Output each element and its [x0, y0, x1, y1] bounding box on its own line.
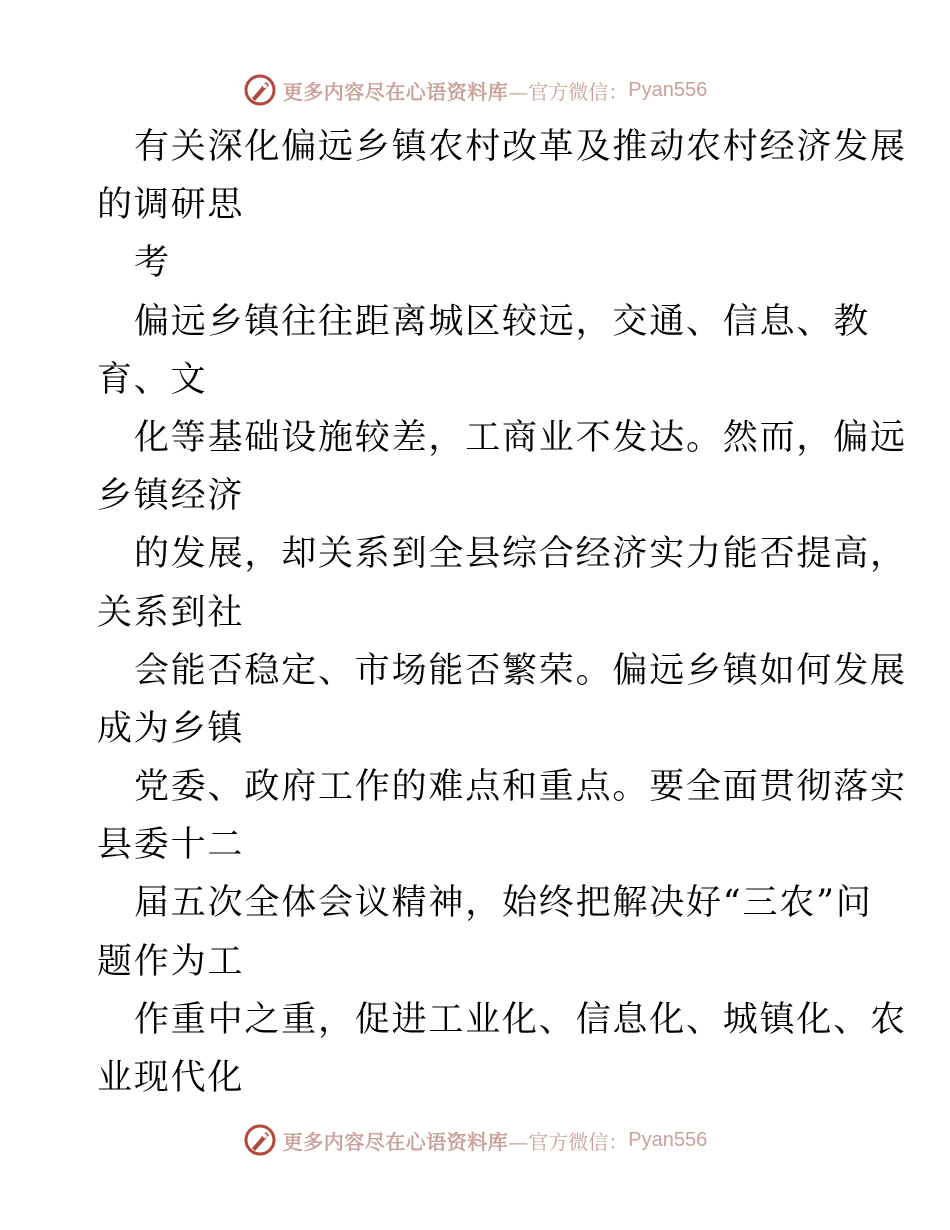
footer-watermark: [0, 1120, 950, 1160]
header-watermark: [0, 70, 950, 110]
text-line: 乡镇经济: [97, 476, 245, 517]
text-line: 业现代化: [97, 1058, 245, 1098]
text-line: 考: [134, 243, 171, 284]
watermark-sub-text: —官方微信：: [508, 79, 629, 104]
text-line: 偏远乡镇往往距离城区较远，交通、信息、教: [134, 301, 871, 342]
text-line: 县委十二: [97, 825, 245, 866]
text-line: 作重中之重，促进工业化、信息化、城镇化、农: [134, 999, 907, 1040]
text-line: 育、文: [97, 359, 208, 400]
watermark-id-text: Pyan556: [628, 1128, 708, 1151]
pen-logo-icon: [243, 1123, 277, 1157]
text-line: 有关深化偏远乡镇农村改革及推动农村经济发展: [134, 127, 907, 167]
watermark-main-text: 更多内容尽在心语资料库: [282, 1129, 509, 1154]
text-line: 党委、政府工作的难点和重点。要全面贯彻落实: [134, 767, 907, 808]
text-line: 题作为工: [97, 941, 245, 982]
document-body: [97, 118, 907, 1107]
text-line: 会能否稳定、市场能否繁荣。偏远乡镇如何发展: [134, 650, 907, 691]
watermark-main-text: 更多内容尽在心语资料库: [282, 79, 509, 104]
text-line: 化等基础设施较差，工商业不发达。然而，偏远: [134, 417, 907, 458]
text-line: 关系到社: [97, 592, 245, 633]
pen-logo-icon: [243, 73, 277, 107]
text-line: 成为乡镇: [97, 708, 245, 749]
text-line: 届五次全体会议精神，始终把解决好“三农”问: [134, 883, 873, 924]
watermark-id-text: Pyan556: [628, 78, 708, 101]
text-line: 的调研思: [97, 185, 245, 226]
watermark-sub-text: —官方微信：: [508, 1129, 629, 1154]
text-line: 的发展，却关系到全县综合经济实力能否提高，: [134, 534, 907, 575]
